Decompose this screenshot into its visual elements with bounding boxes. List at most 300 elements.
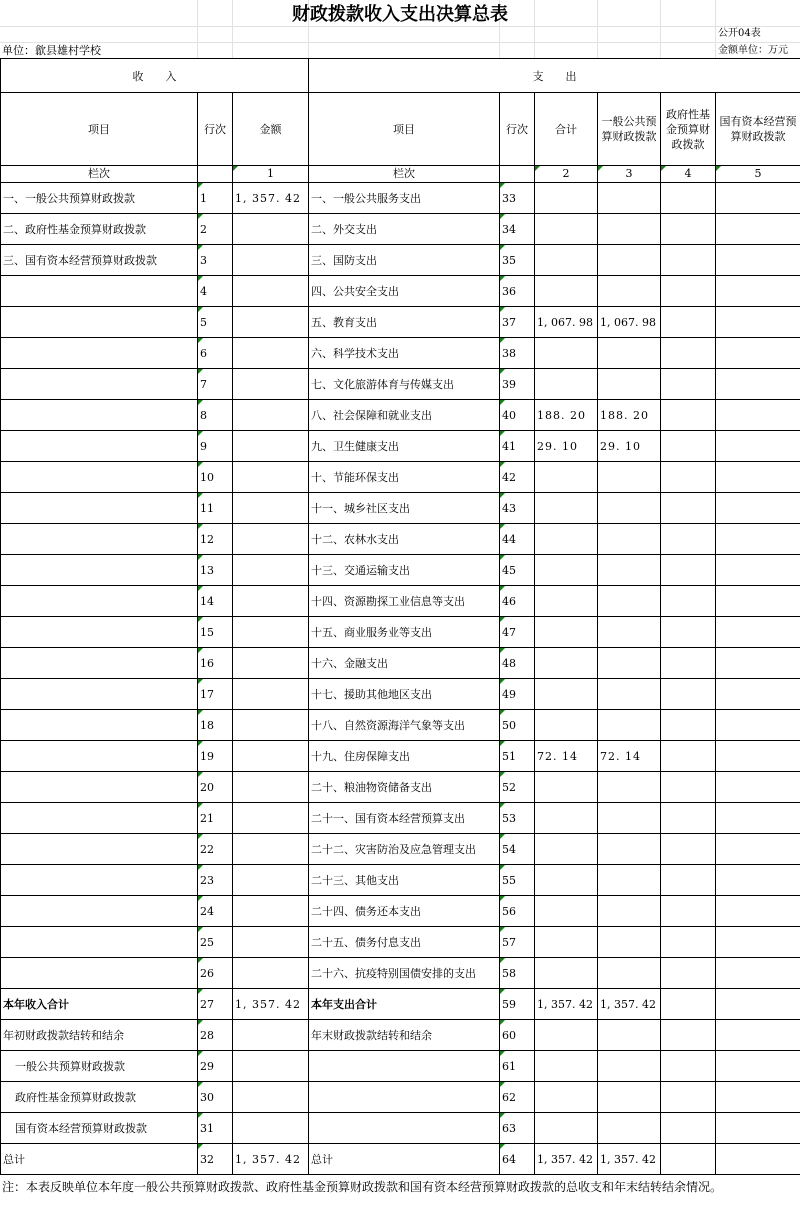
income-amount-cell [233,338,309,369]
income-line-cell: 5 [198,307,233,338]
total-cell: 1, 357. 42 [535,1144,598,1175]
income-item-cell [1,462,198,493]
income-amount-header: 金额 [233,93,309,166]
income-amount-cell [233,679,309,710]
income-line-cell: 1 [198,183,233,214]
state-capital-cell [716,772,800,803]
general-budget-cell [598,338,661,369]
expense-line-cell: 39 [500,369,535,400]
income-amount-cell [233,772,309,803]
general-budget-cell [598,803,661,834]
general-budget-cell [598,710,661,741]
general-budget-cell [598,183,661,214]
column-number-blank [198,166,233,183]
total-cell [535,245,598,276]
general-budget-cell [598,214,661,245]
expense-line-cell: 51 [500,741,535,772]
income-item-cell [1,741,198,772]
total-cell: 29. 10 [535,431,598,462]
income-item-cell [1,803,198,834]
state-capital-cell [716,989,800,1020]
total-cell [535,679,598,710]
expense-item-cell: 一、一般公共服务支出 [309,183,500,214]
expense-line-cell: 62 [500,1082,535,1113]
column-number-label: 栏次 [1,166,198,183]
income-amount-cell [233,493,309,524]
total-header: 合计 [535,93,598,166]
table-row [1,214,800,245]
total-cell [535,524,598,555]
total-cell [535,183,598,214]
table-row [1,1020,800,1051]
expense-item-cell: 九、卫生健康支出 [309,431,500,462]
expense-line-cell: 50 [500,710,535,741]
expense-item-cell: 七、文化旅游体育与传媒支出 [309,369,500,400]
expense-line-cell: 35 [500,245,535,276]
state-capital-cell [716,896,800,927]
general-budget-cell [598,462,661,493]
table-row [1,803,800,834]
general-budget-cell [598,617,661,648]
page-title: 财政拨款收入支出决算总表 [292,4,508,25]
table-row [1,710,800,741]
expense-item-cell: 总计 [309,1144,500,1175]
gov-fund-cell [661,1020,716,1051]
table-row [1,741,800,772]
total-cell [535,276,598,307]
total-cell [535,710,598,741]
income-amount-cell [233,431,309,462]
income-amount-cell: 1, 357. 42 [233,1144,309,1175]
table-row [1,369,800,400]
income-amount-cell [233,524,309,555]
general-budget-cell: 1, 357. 42 [598,1144,661,1175]
state-capital-cell [716,307,800,338]
state-capital-cell [716,927,800,958]
income-section-header: 收 入 [1,59,309,93]
total-cell: 1, 067. 98 [535,307,598,338]
gov-fund-cell [661,307,716,338]
income-amount-cell [233,927,309,958]
gov-fund-cell [661,524,716,555]
state-capital-cell [716,338,800,369]
total-cell [535,1051,598,1082]
expense-item-cell: 二十二、灾害防治及应急管理支出 [309,834,500,865]
column-number-3: 3 [598,166,661,183]
expense-line-cell: 63 [500,1113,535,1144]
gov-fund-cell [661,400,716,431]
table-row [1,338,800,369]
income-item-cell [1,617,198,648]
income-line-cell: 19 [198,741,233,772]
general-budget-cell: 1, 067. 98 [598,307,661,338]
table-row [1,834,800,865]
income-amount-cell [233,214,309,245]
expense-item-header: 项目 [309,93,500,166]
expense-item-cell: 五、教育支出 [309,307,500,338]
income-item-cell [1,276,198,307]
general-budget-cell [598,679,661,710]
table-row [1,586,800,617]
total-cell [535,803,598,834]
income-item-cell: 政府性基金预算财政拨款 [1,1082,198,1113]
income-item-cell [1,307,198,338]
state-capital-cell [716,400,800,431]
footnote: 注：本表反映单位本年度一般公共预算财政拨款、政府性基金预算财政拨款和国有资本经营预算财政拨款的总收支和年末结转结余情况。 [2,1180,723,1194]
expense-line-cell: 49 [500,679,535,710]
table-row [1,1113,800,1144]
general-budget-cell [598,865,661,896]
total-cell [535,1113,598,1144]
expense-item-cell: 十四、资源勘探工业信息等支出 [309,586,500,617]
state-capital-cell [716,431,800,462]
gov-fund-cell [661,462,716,493]
income-item-cell: 三、国有资本经营预算财政拨款 [1,245,198,276]
state-capital-cell [716,214,800,245]
table-row [1,1144,800,1175]
income-amount-cell [233,369,309,400]
gov-fund-cell [661,617,716,648]
total-cell [535,772,598,803]
total-cell [535,493,598,524]
gov-fund-cell [661,1113,716,1144]
expense-item-cell: 四、公共安全支出 [309,276,500,307]
expense-section-header: 支 出 [309,59,800,93]
expense-item-cell: 六、科学技术支出 [309,338,500,369]
total-cell [535,462,598,493]
income-item-cell [1,865,198,896]
table-row [1,896,800,927]
income-item-cell [1,834,198,865]
income-item-cell: 年初财政拨款结转和结余 [1,1020,198,1051]
gov-fund-cell [661,1051,716,1082]
table-row [1,524,800,555]
income-amount-cell [233,400,309,431]
expense-line-cell: 52 [500,772,535,803]
table-row [1,1082,800,1113]
gov-fund-cell [661,896,716,927]
total-cell [535,214,598,245]
gov-fund-cell [661,245,716,276]
gov-fund-cell [661,493,716,524]
income-amount-cell [233,462,309,493]
expense-item-cell: 十、节能环保支出 [309,462,500,493]
total-cell [535,1082,598,1113]
expense-line-cell: 45 [500,555,535,586]
column-number-4: 4 [661,166,716,183]
expense-line-cell: 61 [500,1051,535,1082]
expense-item-cell: 本年支出合计 [309,989,500,1020]
income-item-cell: 总计 [1,1144,198,1175]
income-item-cell: 本年收入合计 [1,989,198,1020]
state-capital-cell [716,741,800,772]
income-line-cell: 2 [198,214,233,245]
expense-line-cell: 48 [500,648,535,679]
income-line-cell: 9 [198,431,233,462]
expense-item-cell: 年末财政拨款结转和结余 [309,1020,500,1051]
expense-line-cell: 53 [500,803,535,834]
income-item-cell [1,400,198,431]
gov-fund-cell [661,989,716,1020]
total-cell [535,896,598,927]
gov-fund-cell [661,214,716,245]
general-budget-cell [598,958,661,989]
income-amount-cell [233,617,309,648]
expense-line-cell: 40 [500,400,535,431]
gov-fund-cell [661,803,716,834]
expense-line-cell: 41 [500,431,535,462]
general-budget-cell [598,1113,661,1144]
income-line-cell: 20 [198,772,233,803]
state-capital-cell [716,1020,800,1051]
income-line-cell: 10 [198,462,233,493]
expense-line-cell: 43 [500,493,535,524]
income-amount-cell [233,958,309,989]
general-budget-cell [598,1082,661,1113]
income-line-cell: 27 [198,989,233,1020]
income-line-cell: 7 [198,369,233,400]
gov-fund-cell [661,772,716,803]
income-amount-cell [233,865,309,896]
column-number-blank [500,166,535,183]
income-line-cell: 8 [198,400,233,431]
expense-line-cell: 57 [500,927,535,958]
expense-item-cell: 二十、粮油物资储备支出 [309,772,500,803]
general-budget-cell: 72. 14 [598,741,661,772]
gov-fund-cell [661,338,716,369]
general-budget-cell [598,927,661,958]
table-row [1,927,800,958]
expense-item-cell: 二十一、国有资本经营预算支出 [309,803,500,834]
total-cell [535,555,598,586]
income-line-cell: 18 [198,710,233,741]
form-code: 公开04表 [718,28,761,39]
gov-fund-cell [661,555,716,586]
gov-fund-cell [661,927,716,958]
income-item-cell [1,431,198,462]
expense-item-cell: 二十五、债务付息支出 [309,927,500,958]
income-line-cell: 6 [198,338,233,369]
general-budget-header: 一般公共预算财政拨款 [598,93,661,166]
column-number-1: 1 [233,166,309,183]
expense-item-cell: 十三、交通运输支出 [309,555,500,586]
general-budget-cell [598,276,661,307]
income-amount-cell: 1, 357. 42 [233,989,309,1020]
income-line-header: 行次 [198,93,233,166]
expense-line-header: 行次 [500,93,535,166]
gov-fund-cell [661,1144,716,1175]
income-item-cell [1,958,198,989]
state-capital-cell [716,710,800,741]
state-capital-cell [716,679,800,710]
income-amount-cell [233,896,309,927]
table-row [1,462,800,493]
gov-fund-cell [661,586,716,617]
gov-fund-cell [661,834,716,865]
expense-item-cell: 三、国防支出 [309,245,500,276]
income-item-cell [1,896,198,927]
gov-fund-cell [661,1082,716,1113]
expense-line-cell: 60 [500,1020,535,1051]
general-budget-cell: 188. 20 [598,400,661,431]
expense-line-cell: 37 [500,307,535,338]
table-row [1,493,800,524]
income-line-cell: 22 [198,834,233,865]
state-capital-cell [716,1051,800,1082]
income-line-cell: 17 [198,679,233,710]
income-item-cell: 一、一般公共预算财政拨款 [1,183,198,214]
expense-item-cell: 十一、城乡社区支出 [309,493,500,524]
gov-fund-cell [661,431,716,462]
expense-item-cell: 二、外交支出 [309,214,500,245]
expense-line-cell: 47 [500,617,535,648]
income-amount-cell [233,307,309,338]
state-capital-cell [716,462,800,493]
general-budget-cell [598,896,661,927]
expense-line-cell: 34 [500,214,535,245]
table-row [1,307,800,338]
income-item-cell [1,586,198,617]
income-item-cell: 二、政府性基金预算财政拨款 [1,214,198,245]
general-budget-cell [598,1051,661,1082]
income-amount-cell [233,1113,309,1144]
income-line-cell: 12 [198,524,233,555]
table-row [1,648,800,679]
state-capital-cell [716,1082,800,1113]
state-capital-cell [716,369,800,400]
total-cell [535,927,598,958]
table-row [1,865,800,896]
income-line-cell: 24 [198,896,233,927]
total-cell [535,958,598,989]
income-amount-cell [233,1020,309,1051]
general-budget-cell [598,834,661,865]
income-line-cell: 4 [198,276,233,307]
total-cell: 72. 14 [535,741,598,772]
expense-line-cell: 44 [500,524,535,555]
income-line-cell: 28 [198,1020,233,1051]
table-row [1,617,800,648]
income-item-header: 项目 [1,93,198,166]
expense-item-cell [309,1082,500,1113]
state-capital-header: 国有资本经营预算财政拨款 [716,93,800,166]
income-amount-cell [233,648,309,679]
state-capital-cell [716,648,800,679]
general-budget-cell [598,524,661,555]
general-budget-cell: 29. 10 [598,431,661,462]
table-row [1,183,800,214]
income-item-cell [1,710,198,741]
total-cell [535,617,598,648]
income-line-cell: 30 [198,1082,233,1113]
expense-item-cell: 十二、农林水支出 [309,524,500,555]
income-item-cell [1,369,198,400]
income-amount-cell [233,555,309,586]
state-capital-cell [716,245,800,276]
gov-fund-cell [661,865,716,896]
expense-line-cell: 46 [500,586,535,617]
general-budget-cell [598,369,661,400]
state-capital-cell [716,958,800,989]
income-line-cell: 32 [198,1144,233,1175]
income-item-cell [1,524,198,555]
table-row [1,431,800,462]
income-amount-cell [233,1051,309,1082]
column-number-2: 2 [535,166,598,183]
income-line-cell: 31 [198,1113,233,1144]
gov-fund-cell [661,648,716,679]
expense-item-cell: 二十六、抗疫特别国债安排的支出 [309,958,500,989]
column-number-5: 5 [716,166,800,183]
expense-item-cell: 十九、住房保障支出 [309,741,500,772]
expense-line-cell: 42 [500,462,535,493]
state-capital-cell [716,617,800,648]
table-row [1,958,800,989]
income-amount-cell [233,834,309,865]
expense-line-cell: 36 [500,276,535,307]
general-budget-cell [598,555,661,586]
state-capital-cell [716,834,800,865]
income-line-cell: 21 [198,803,233,834]
unit-label: 单位：歙县雄村学校 [2,44,101,57]
expense-line-cell: 33 [500,183,535,214]
state-capital-cell [716,555,800,586]
table-row [1,1051,800,1082]
income-amount-cell [233,586,309,617]
expense-line-cell: 58 [500,958,535,989]
expense-item-cell: 十六、金融支出 [309,648,500,679]
income-line-cell: 26 [198,958,233,989]
expense-line-cell: 38 [500,338,535,369]
expense-line-cell: 59 [500,989,535,1020]
income-item-cell [1,493,198,524]
expense-item-cell [309,1051,500,1082]
amount-unit: 金额单位：万元 [718,45,788,56]
expense-line-cell: 54 [500,834,535,865]
table-row [1,989,800,1020]
expense-item-cell [309,1113,500,1144]
total-cell [535,338,598,369]
income-amount-cell [233,710,309,741]
expense-line-cell: 55 [500,865,535,896]
income-item-cell [1,927,198,958]
state-capital-cell [716,493,800,524]
general-budget-cell: 1, 357. 42 [598,989,661,1020]
table-row [1,679,800,710]
income-line-cell: 13 [198,555,233,586]
expense-line-cell: 56 [500,896,535,927]
income-amount-cell [233,1082,309,1113]
total-cell [535,834,598,865]
expense-line-cell: 64 [500,1144,535,1175]
income-amount-cell [233,803,309,834]
total-cell [535,648,598,679]
expense-item-cell: 八、社会保障和就业支出 [309,400,500,431]
income-item-cell [1,772,198,803]
general-budget-cell [598,586,661,617]
table-row [1,772,800,803]
column-number-label-2: 栏次 [309,166,500,183]
income-item-cell [1,555,198,586]
general-budget-cell [598,772,661,803]
income-amount-cell [233,741,309,772]
state-capital-cell [716,276,800,307]
total-cell: 188. 20 [535,400,598,431]
state-capital-cell [716,865,800,896]
general-budget-cell [598,648,661,679]
table-row [1,245,800,276]
income-item-cell: 一般公共预算财政拨款 [1,1051,198,1082]
